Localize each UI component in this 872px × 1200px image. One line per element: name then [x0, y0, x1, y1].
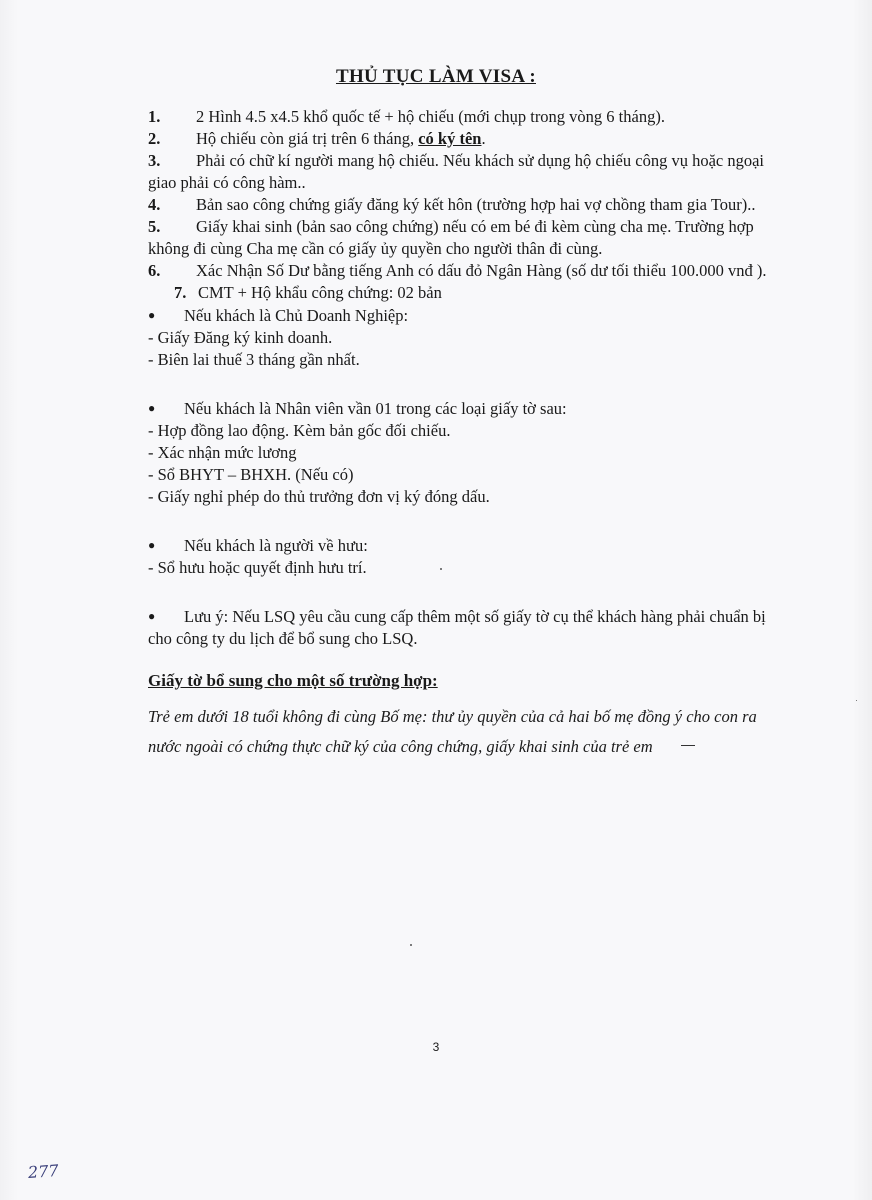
- item-text: CMT + Hộ khẩu công chứng: 02 bản: [198, 283, 442, 302]
- list-item: - Xác nhận mức lương: [148, 443, 297, 462]
- item-number: 6.: [148, 261, 161, 280]
- item-number: 1.: [148, 107, 161, 126]
- item-text: Xác Nhận Số Dư bằng tiếng Anh có dấu đỏ Ngân Hàng (số dư tối thiểu 100.000 vnđ ).: [196, 261, 767, 280]
- scan-speck-icon: [856, 700, 857, 701]
- bullet-note: [148, 605, 788, 650]
- numbered-item-5: [148, 216, 788, 260]
- dash-mark-icon: [681, 745, 695, 746]
- list-item: - Hợp đồng lao động. Kèm bản gốc đối chiếu.: [148, 421, 451, 440]
- italic-note-text: Trẻ em dưới 18 tuổi không đi cùng Bố mẹ: thư ủy quyền của cả hai bố mẹ đồng ý cho con ra nước ngoài có chứng thực chữ ký của công chứng, giấy khai sinh của trẻ em: [148, 707, 757, 756]
- list-item: - Sổ BHYT – BHXH. (Nếu có): [148, 465, 354, 484]
- bullet-dot-icon: ●: [148, 538, 156, 552]
- item-text: Hộ chiếu còn giá trị trên 6 tháng,: [196, 129, 419, 148]
- bullet-dot-icon: ●: [148, 609, 156, 623]
- numbered-item-3: [148, 150, 788, 194]
- handwritten-note: 277: [27, 1160, 60, 1183]
- list-item: - Sổ hưu hoặc quyết định hưu trí.: [148, 558, 367, 577]
- item-text: 2 Hình 4.5 x4.5 khổ quốc tế + hộ chiếu (mới chụp trong vòng 6 tháng).: [196, 107, 665, 126]
- document-title: THỦ TỤC LÀM VISA :: [335, 66, 536, 87]
- numbered-item-7: [148, 282, 788, 304]
- item-tail: .: [481, 129, 486, 148]
- item-number: 4.: [148, 195, 161, 214]
- document-body: [148, 106, 788, 762]
- page-number: 3: [432, 1040, 440, 1054]
- scan-speck-icon: [440, 568, 442, 570]
- item-text: Phải có chữ kí người mang hộ chiếu. Nếu khách sử dụng hộ chiếu công vụ hoặc ngoại giao phải có công hàm..: [148, 151, 765, 192]
- item-number: 5.: [148, 217, 161, 236]
- scan-speck-icon: [410, 944, 412, 946]
- numbered-item-1: [148, 106, 788, 128]
- section-title: Giấy tờ bổ sung cho một số trường hợp:: [148, 671, 438, 690]
- italic-note: [148, 702, 788, 762]
- item-emphasis: có ký tên: [418, 129, 482, 148]
- bullet-text: Nếu khách là Chủ Doanh Nghiệp:: [184, 306, 409, 325]
- bullet-text: Nếu khách là người về hưu:: [184, 536, 368, 555]
- numbered-item-4: [148, 194, 788, 216]
- list-item: - Giấy nghỉ phép do thủ trưởng đơn vị ký đóng dấu.: [148, 487, 490, 506]
- bullet-owner: [148, 304, 788, 327]
- item-text: Bản sao công chứng giấy đăng ký kết hôn (trường hợp hai vợ chồng tham gia Tour)..: [196, 195, 756, 214]
- bullet-text: Nếu khách là Nhân viên vần 01 trong các loại giấy tờ sau:: [184, 399, 567, 418]
- bullet-text: Lưu ý: Nếu LSQ yêu cầu cung cấp thêm một số giấy tờ cụ thể khách hàng phải chuẩn bị cho công ty du lịch để bổ sung cho LSQ.: [148, 607, 766, 648]
- list-item: - Giấy Đăng ký kinh doanh.: [148, 328, 333, 347]
- numbered-item-2: [148, 128, 788, 150]
- bullet-retiree: [148, 534, 788, 557]
- bullet-employee: [148, 397, 788, 420]
- item-number: 2.: [148, 129, 161, 148]
- item-text: Giấy khai sinh (bản sao công chứng) nếu có em bé đi kèm cùng cha mẹ. Trường hợp không đi cùng Cha mẹ cần có giấy ủy quyền cho người thân đi cùng.: [148, 217, 754, 258]
- list-item: - Biên lai thuế 3 tháng gần nhất.: [148, 350, 360, 369]
- item-number: 7.: [174, 283, 187, 302]
- bullet-dot-icon: ●: [148, 308, 156, 322]
- bullet-dot-icon: ●: [148, 401, 156, 415]
- numbered-item-6: [148, 260, 788, 282]
- item-number: 3.: [148, 151, 161, 170]
